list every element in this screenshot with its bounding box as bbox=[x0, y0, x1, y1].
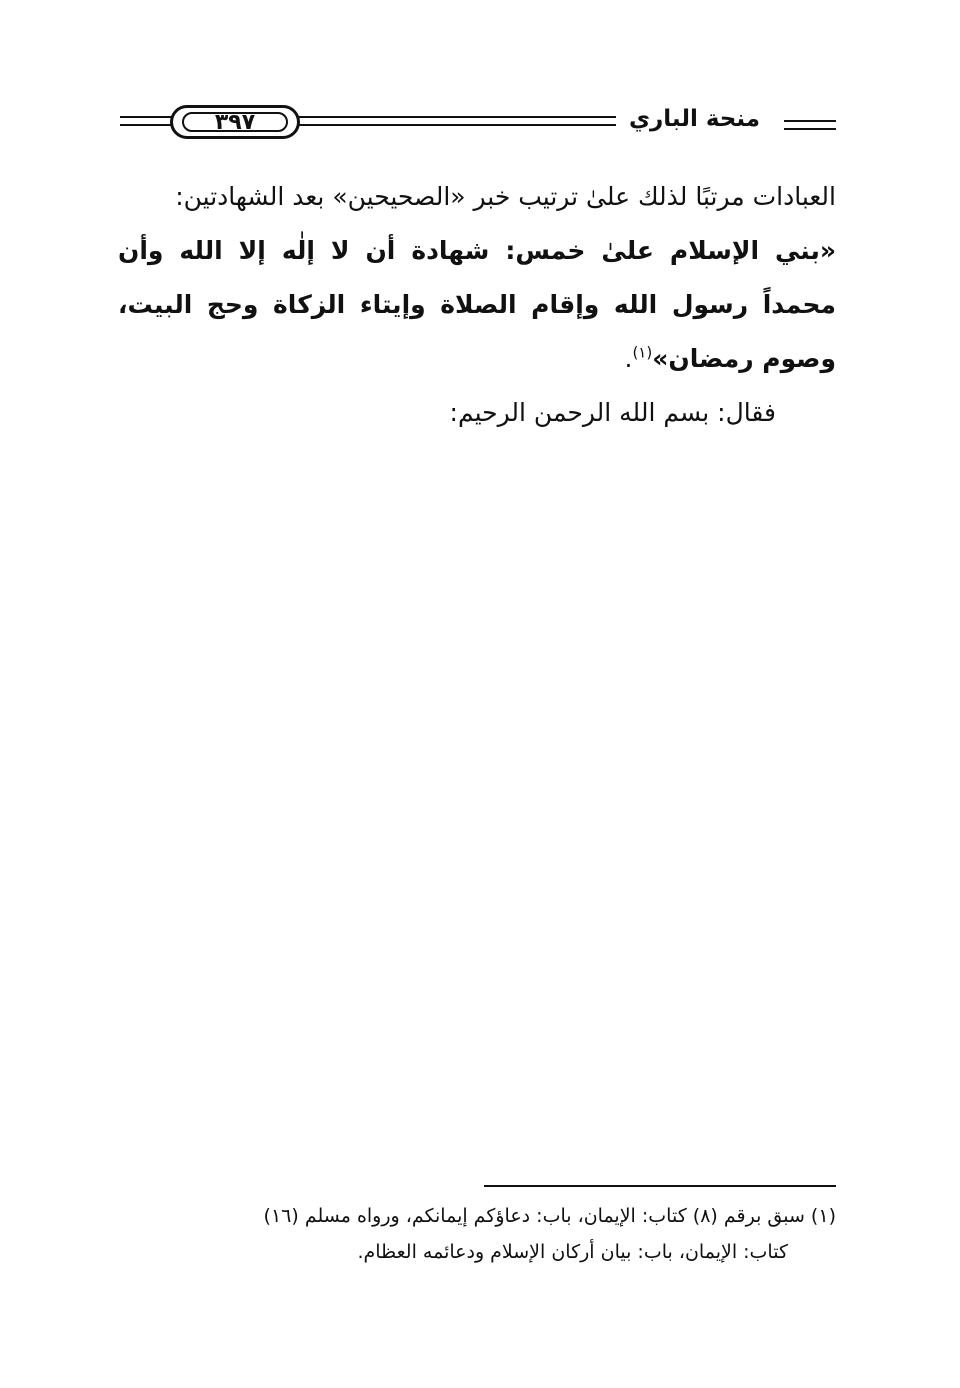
main-text bbox=[118, 170, 836, 440]
header-rule-middle bbox=[290, 116, 616, 126]
hadith-period: . bbox=[624, 344, 633, 373]
footnote-marker[interactable]: (١) bbox=[632, 343, 653, 362]
hadith-paragraph bbox=[118, 224, 836, 386]
footnote-1-line-2: كتاب: الإيمان، باب: بيان أركان الإسلام ودعائمه العظام. bbox=[357, 1241, 788, 1263]
intro-line: العبادات مرتبًا لذلك علىٰ ترتيب خبر «الصحيحين» بعد الشهادتين: bbox=[175, 182, 836, 211]
footnote-1-line-1: (١) سبق برقم (٨) كتاب: الإيمان، باب: دعاؤكم إيمانكم، ورواه مسلم (١٦) bbox=[263, 1205, 836, 1227]
book-title: منحة الباري bbox=[628, 106, 760, 132]
hadith-quote: «بني الإسلام علىٰ خمس: شهادة أن لا إلٰه إلا الله وأن محمداً رسول الله وإقام الصلاة وإيتاء الزكاة وحج البيت، وصوم رمضان» bbox=[118, 236, 836, 373]
page-number-badge bbox=[170, 105, 300, 139]
footnotes bbox=[118, 1198, 836, 1270]
page-number: ٣٩٧ bbox=[214, 109, 256, 135]
page-header bbox=[120, 100, 838, 150]
paragraph-intro bbox=[118, 170, 836, 224]
header-rule-right bbox=[784, 120, 836, 130]
basmala-line bbox=[118, 386, 836, 440]
footnote-separator bbox=[484, 1185, 836, 1187]
basmala-text: فقال: بسم الله الرحمن الرحيم: bbox=[449, 398, 776, 427]
